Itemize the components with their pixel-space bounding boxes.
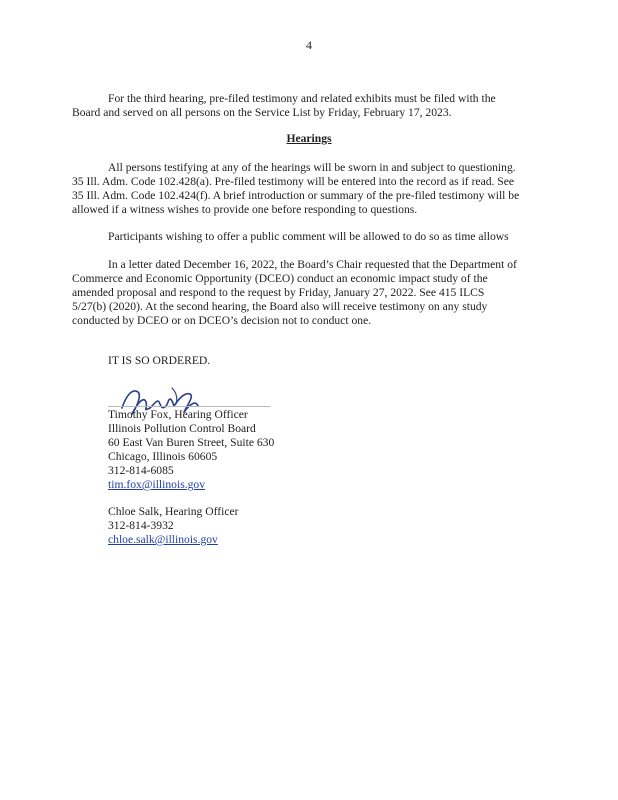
paragraph-2-line-1: All persons testifying at any of the hearings will be sworn in and subject to questioning. <box>108 161 516 174</box>
officer-1-street: 60 East Van Buren Street, Suite 630 <box>108 436 275 449</box>
order-statement: IT IS SO ORDERED. <box>108 354 211 367</box>
page-number: 4 <box>306 38 312 52</box>
officer-1-email-link[interactable]: tim.fox@illinois.gov <box>108 478 205 491</box>
officer-1-name-title: Timothy Fox, Hearing Officer <box>108 408 248 421</box>
paragraph-2-line-4: allowed if a witness wishes to provide one before responding to questions. <box>72 203 418 216</box>
paragraph-4-line-5: conducted by DCEO or on DCEO’s decision not to conduct one. <box>72 314 372 327</box>
officer-1-city: Chicago, Illinois 60605 <box>108 450 218 463</box>
paragraph-3-line-1: Participants wishing to offer a public comment will be allowed to do so as time allows <box>108 230 509 243</box>
officer-2-email-link[interactable]: chloe.salk@illinois.gov <box>108 533 218 546</box>
officer-1-phone: 312-814-6085 <box>108 464 174 477</box>
section-heading-hearings: Hearings <box>286 132 332 145</box>
paragraph-2-line-2: 35 Ill. Adm. Code 102.428(a). Pre-filed testimony will be entered into the record as if read. See <box>72 175 515 188</box>
officer-1-organization: Illinois Pollution Control Board <box>108 422 256 435</box>
paragraph-4-line-4: 5/27(b) (2020). At the second hearing, the Board also will receive testimony on any study <box>72 300 488 313</box>
paragraph-1-line-1: For the third hearing, pre-filed testimony and related exhibits must be filed with the <box>108 92 496 105</box>
officer-2-name-title: Chloe Salk, Hearing Officer <box>108 505 239 518</box>
paragraph-1-line-2: Board and served on all persons on the Service List by Friday, February 17, 2023. <box>72 106 452 119</box>
paragraph-4-line-3: amended proposal and respond to the request by Friday, January 27, 2022. See 415 ILCS <box>72 286 485 299</box>
paragraph-4-line-2: Commerce and Economic Opportunity (DCEO) conduct an economic impact study of the <box>72 272 488 285</box>
officer-2-phone: 312-814-3932 <box>108 519 174 532</box>
signature-line <box>108 406 270 407</box>
paragraph-2-line-3: 35 Ill. Adm. Code 102.424(f). A brief introduction or summary of the pre-filed testimony will be <box>72 189 520 202</box>
paragraph-4-line-1: In a letter dated December 16, 2022, the Board’s Chair requested that the Department of <box>108 258 517 271</box>
